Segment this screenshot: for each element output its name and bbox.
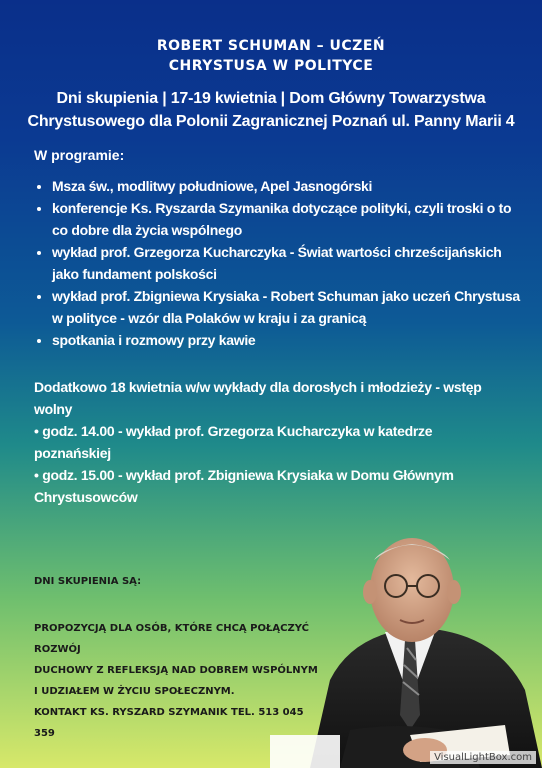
watermark: VisualLightBox.com: [430, 751, 536, 764]
days-line-1: PROPOZYCJĄ DLA OSÓB, KTÓRE CHCĄ POŁĄCZYĆ ROZWÓJ: [34, 623, 309, 655]
program-item: • spotkania i rozmowy przy kawie: [52, 329, 522, 351]
days-line-2: DUCHOWY Z REFLEKSJĄ NAD DOBREM WSPÓLNYM: [34, 665, 318, 676]
program-item: • wykład prof. Grzegorza Kucharczyka - Świat wartości chrześcijańskich jako fundament polskości: [52, 241, 522, 285]
additional-item-1: • godz. 14.00 - wykład prof. Grzegorza Kucharczyka w katedrze poznańskiej: [34, 423, 433, 461]
program-item: • konferencje Ks. Ryszarda Szymanika dotyczące polityki, czyli troski o to co dobre dla życia wspólnego: [52, 197, 522, 241]
additional-item-2: • godz. 15.00 - wykład prof. Zbigniewa Krysiaka w Domu Głównym Chrystusowców: [34, 467, 454, 505]
event-details-line-1: Dni skupienia | 17-19 kwietnia | Dom Główny Towarzystwa: [56, 90, 486, 107]
program-list: [28, 175, 522, 351]
event-details: [18, 87, 524, 133]
contact-info: KONTAKT KS. RYSZARD SZYMANIK TEL. 513 045 359: [34, 707, 304, 739]
program-heading: W programie:: [34, 147, 125, 163]
program-item: • wykład prof. Zbigniewa Krysiaka - Robert Schuman jako uczeń Chrystusa w polityce - wzór dla Polaków w kraju i za granicą: [52, 285, 522, 329]
additional-intro: Dodatkowo 18 kwietnia w/w wykłady dla dorosłych i młodzieży - wstęp wolny: [34, 379, 482, 417]
title-line-1: ROBERT SCHUMAN – UCZEŃ: [156, 38, 386, 54]
event-details-line-2: Chrystusowego dla Polonii Zagranicznej Poznań ul. Panny Marii 4: [27, 113, 515, 130]
program-item: • Msza św., modlitwy południowe, Apel Jasnogórski: [52, 175, 522, 197]
days-line-3: I UDZIAŁEM W ŻYCIU SPOŁECZNYM.: [34, 686, 235, 697]
additional-info: [34, 376, 504, 508]
portrait-photo: [270, 530, 542, 768]
title-line-2: CHRYSTUSA W POLITYCE: [168, 58, 374, 74]
days-heading: DNI SKUPIENIA SĄ:: [34, 576, 142, 587]
poster-title: [0, 36, 542, 76]
